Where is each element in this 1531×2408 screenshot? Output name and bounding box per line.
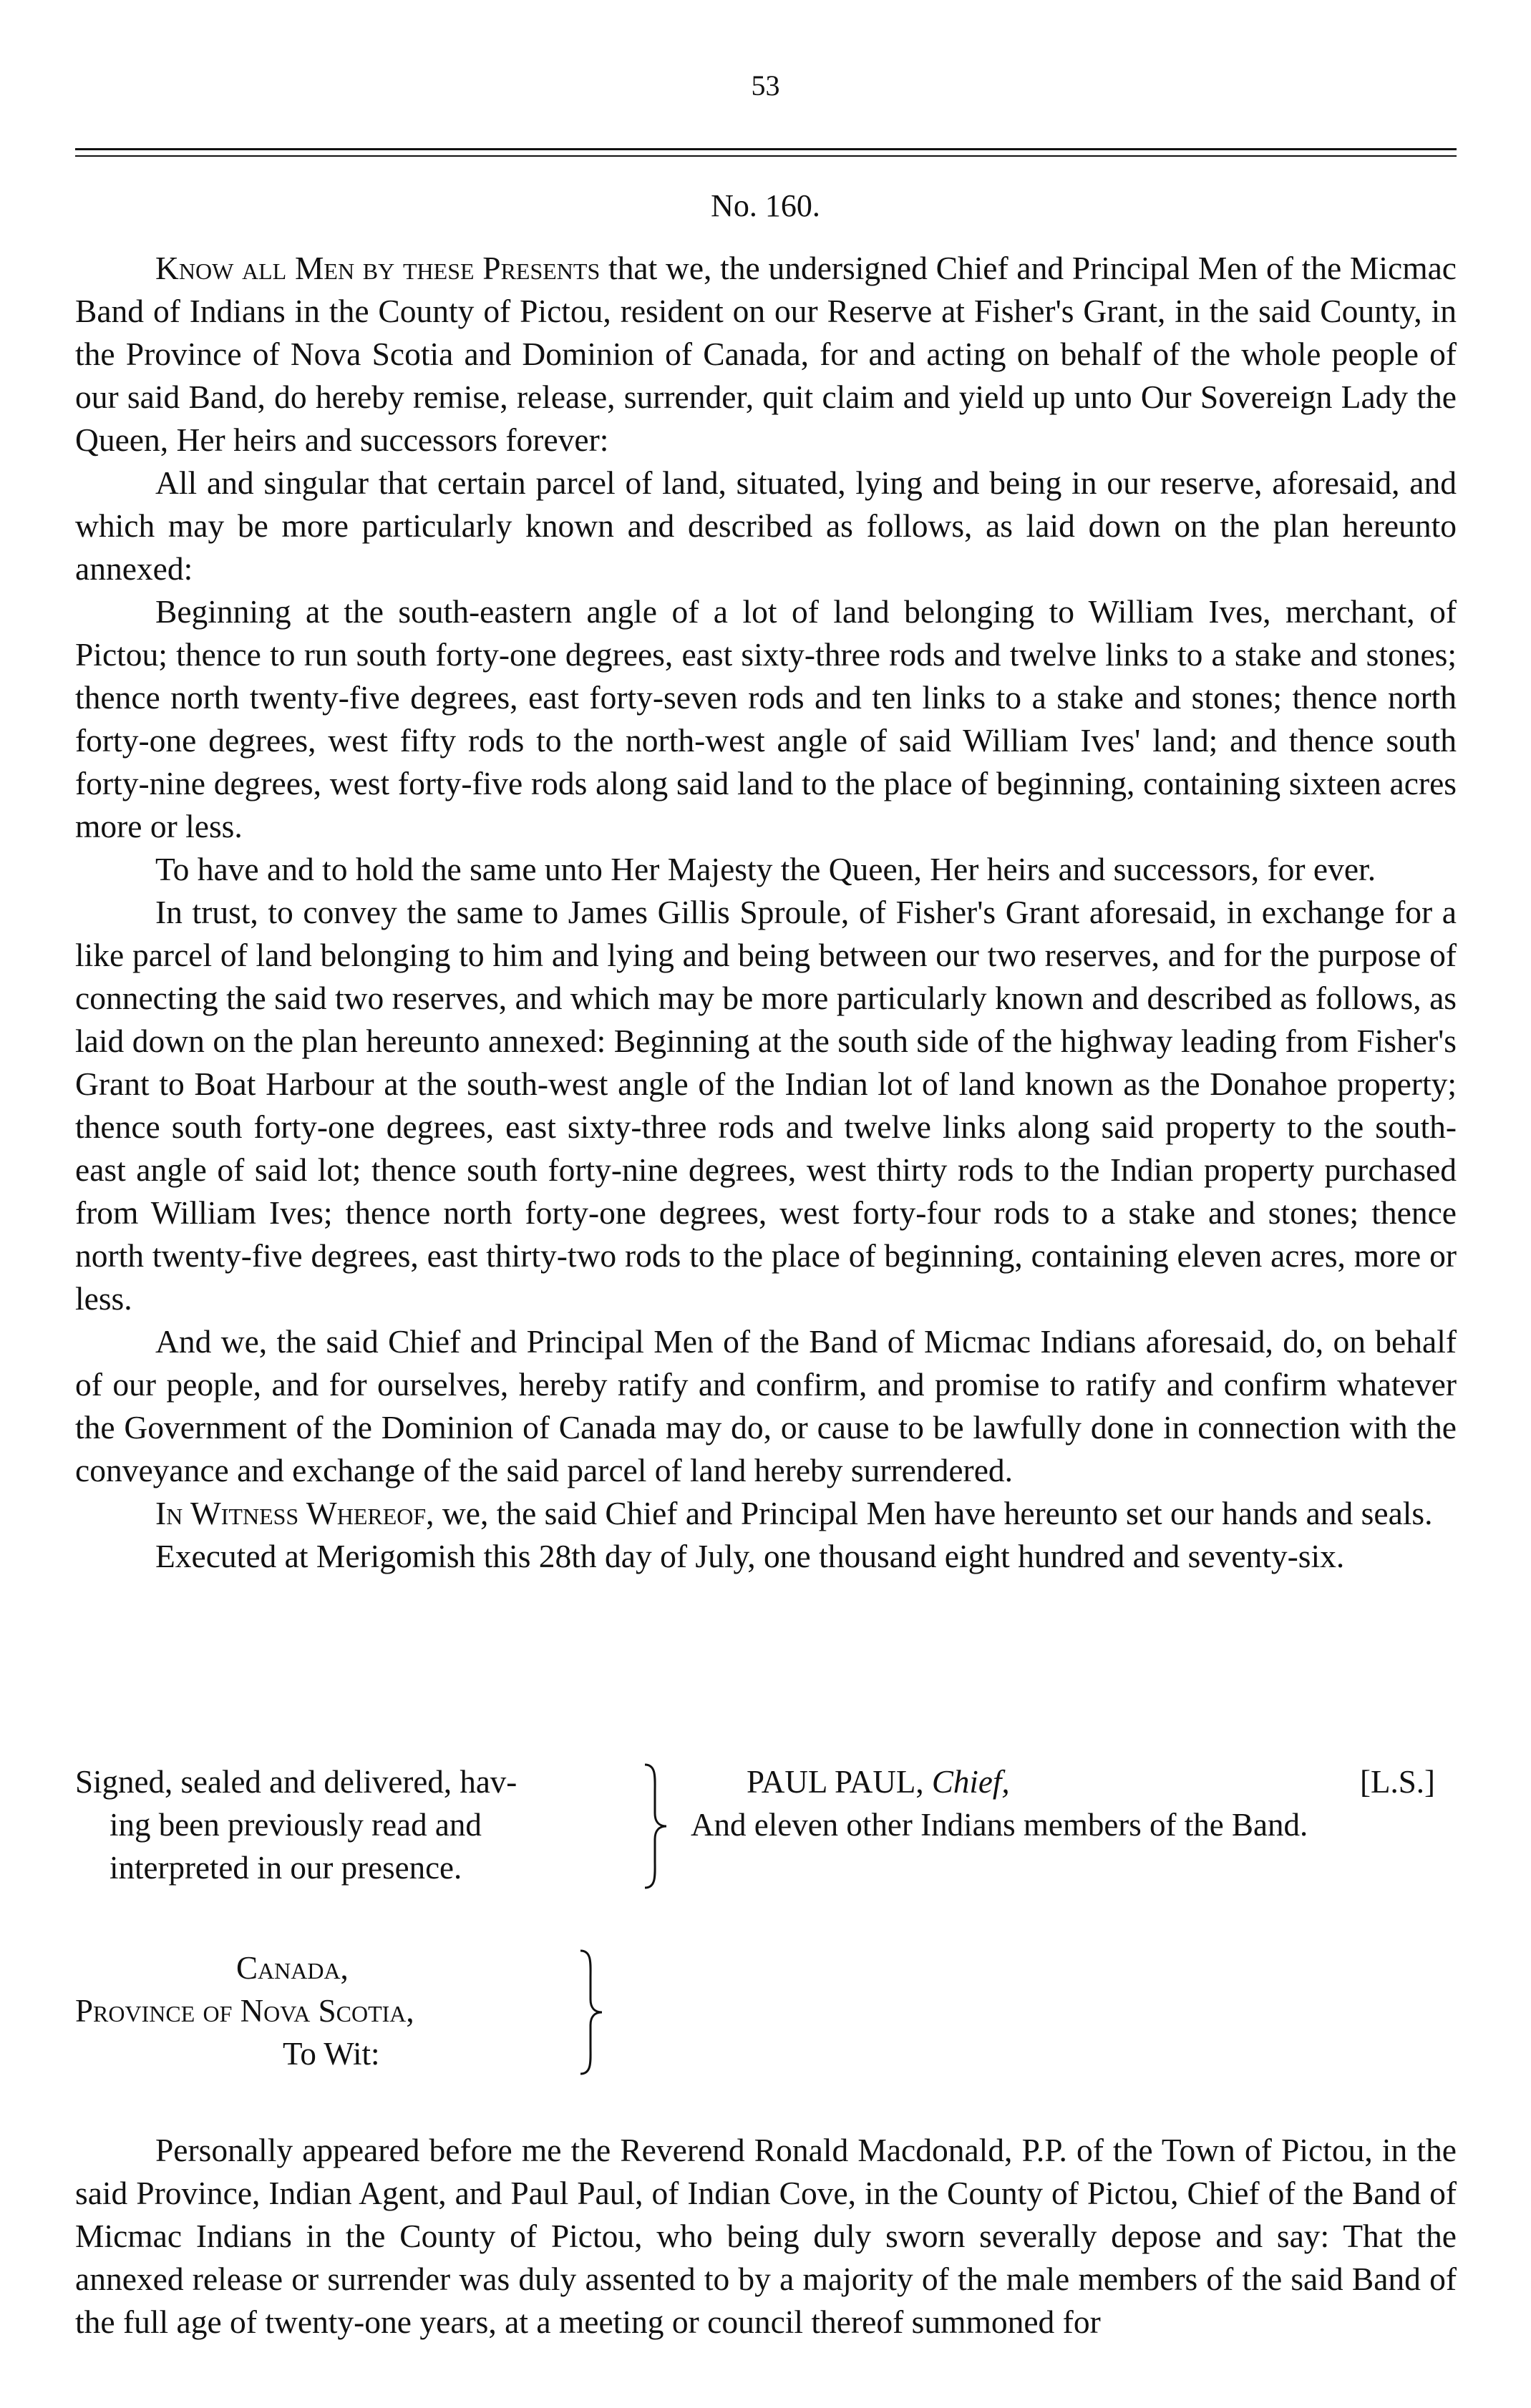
chief-signature	[747, 1760, 1010, 1803]
right-brace-icon	[641, 1763, 669, 1889]
paragraph-know-all-men	[75, 247, 1457, 462]
paragraph-habendum: To have and to hold the same unto Her Majesty the Queen, Her heirs and successors, for ever.	[155, 851, 1376, 887]
surrender-text	[75, 247, 1457, 1578]
chief-signature-line	[691, 1760, 1457, 1803]
affidavit-paragraph: Personally appeared before me the Reverend Ronald Macdonald, P.P. of the Town of Pictou, in the said Province, Indian Agent, and Paul Paul, of Indian Cove, in the County of Pictou, Chief of the Band of Micmac Indians in the County of Pictou, who being duly sworn severally depose and say: That the annexed release or surrender was duly assented to by a majority of the male members of the said Band of the full age of twenty-one years, at a meeting or council thereof summoned for	[75, 2132, 1457, 2340]
venue-block	[75, 1946, 619, 2090]
paragraph-1-text: that we, the undersigned Chief and Principal Men of the Micmac Band of Indians in the County of Pictou, resident on our Reserve at Fisher's Grant, in the said County, in the Province of Nova Scotia and Dominion of Canada, for and acting on behalf of the whole people of our said Band, do hereby remise, release, surrender, quit claim and yield up unto Our Sovereign Lady the Queen, Her heirs and successors forever:	[75, 250, 1457, 458]
signatories	[691, 1760, 1457, 1846]
paragraph-witness	[75, 1492, 1457, 1535]
paragraph-first-description: Beginning at the south-eastern angle of a lot of land belonging to William Ives, merchant, of Pictou; thence to run south forty-one degrees, east sixty-three rods and twelve links to a stake and stones; thence north twenty-five degrees, east forty-seven rods and ten links to a stake and stones; thence north forty-one degrees, west fifty rods to the north-west angle of said William Ives' land; and thence south forty-nine degrees, west forty-five rods along said land to the place of beginning, containing sixteen acres more or less.	[75, 593, 1457, 844]
page-number: 53	[751, 69, 780, 102]
paragraph-parcel: All and singular that certain parcel of land, situated, lying and being in our reserve, aforesaid, and which may be more particularly known and described as follows, as laid down on the plan hereunto annexed:	[75, 464, 1457, 587]
seal-mark: [L.S.]	[1360, 1764, 1435, 1800]
venue-province: Province of Nova Scotia,	[75, 1993, 414, 2029]
venue-to-wit: To Wit:	[283, 2036, 380, 2072]
chief-name: PAUL PAUL,	[747, 1764, 932, 1800]
witness-attestation	[75, 1760, 633, 1889]
header-rule-top	[75, 148, 1457, 150]
paragraph-execution: Executed at Merigomish this 28th day of July, one thousand eight hundred and seventy-six.	[155, 1538, 1345, 1574]
paragraph-witness-text: we, the said Chief and Principal Men have hereunto set our hands and seals.	[434, 1495, 1433, 1531]
paragraph-trust: In trust, to convey the same to James Gillis Sproule, of Fisher's Grant aforesaid, in exchange for a like parcel of land belonging to him and lying and being between our two reserves, and for the purpose of connecting the said two reserves, and which may be more particularly known and described as follows, as laid down on the plan hereunto annexed: Beginning at the south side of the highway leading from Fisher's Grant to Boat Harbour at the south-west angle of the Indian lot of land known as the Donahoe property; thence south forty-one degrees, east sixty-three rods and twelve links along said property to the south-east angle of said lot; thence south forty-nine degrees, west thirty rods to the Indian property purchased from William Ives; thence north forty-one degrees, west forty-four rods to a stake and stones; thence north twenty-five degrees, east thirty-two rods to the place of beginning, containing eleven acres, more or less.	[75, 894, 1457, 1317]
document-number: No. 160.	[711, 188, 820, 223]
opening-formula: Know all Men by these Presents	[155, 250, 601, 286]
witness-line-2: ing been previously read and	[110, 1807, 482, 1843]
venue-country: Canada,	[236, 1950, 349, 1986]
other-signatories: And eleven other Indians members of the Band.	[691, 1807, 1308, 1843]
header-rule-bottom	[75, 155, 1457, 157]
witness-line-3: interpreted in our presence.	[110, 1850, 462, 1886]
paragraph-ratification: And we, the said Chief and Principal Men of the Band of Micmac Indians aforesaid, do, on behalf of our people, and for ourselves, hereby ratify and confirm, and promise to ratify and confirm whatever the Government of the Dominion of Canada may do, or cause to be lawfully done in connection with the conveyance and exchange of the said parcel of land hereby surrendered.	[75, 1323, 1457, 1488]
signature-block	[75, 1760, 1457, 1904]
witness-formula: In Witness Whereof,	[155, 1495, 434, 1531]
witness-line-1: Signed, sealed and delivered, hav-	[75, 1764, 517, 1800]
venue-brace-icon	[576, 1949, 605, 2075]
chief-title: Chief,	[931, 1764, 1010, 1800]
affidavit-text	[75, 2129, 1457, 2344]
